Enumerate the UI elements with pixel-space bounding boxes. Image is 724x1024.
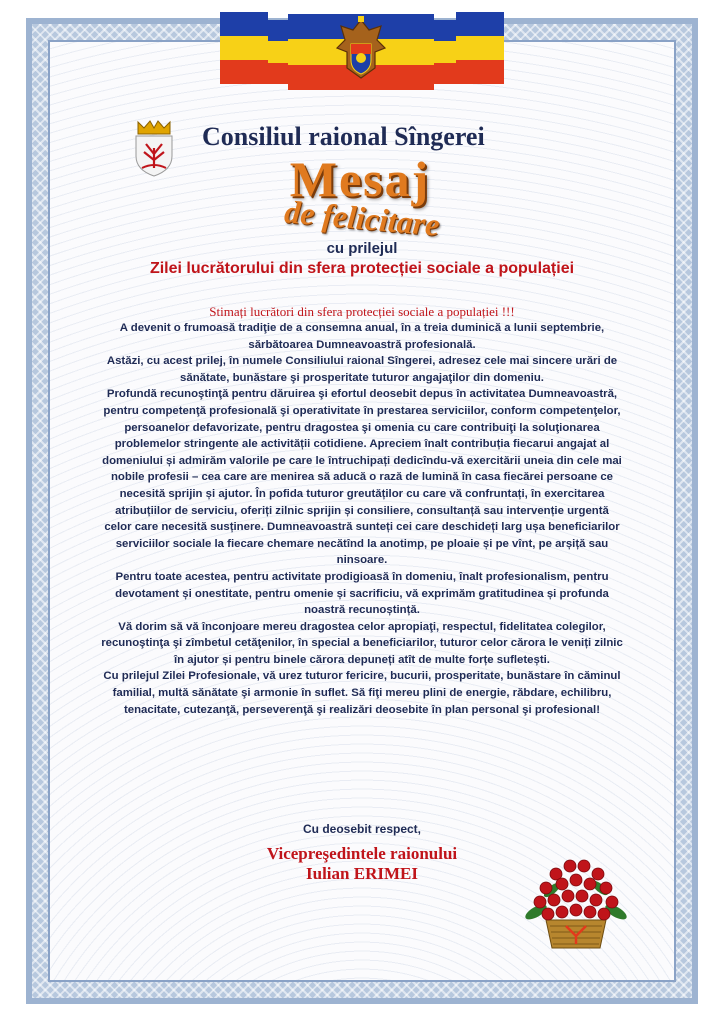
council-name: Consiliul raional Sîngerei [202,122,485,151]
paragraph-2: Astăzi, cu acest prilej, în numele Consiliului raional Sîngerei, adresez cele mai sincere urări de sănătate, bunăstare şi prosperitate tuturor angajaţilor din domeniu. [106,355,618,384]
flag-left-outer [220,12,268,84]
title-de-felicitare: de felicitare [283,193,442,243]
paragraph-5: Vă dorim să vă înconjoare mereu dragostea celor apropiaţi, respectul, fidelitatea colegilor, recunoştinţa şi zîmbetul cetăţenilor, în special a beneficiarilor, tuturor celor cărora le veniți zilnic în ajutor și pentru binele cărora depuneți atît de multe forțe sufletești. [101,620,623,666]
flag-right-inner [434,20,456,84]
moldova-coat-of-arms-icon [331,14,391,84]
flag-left-inner [268,20,290,84]
subtitle-prilejul: cu prilejul [326,240,398,257]
salutation: Stimați lucrători din sfera protecției sociale a populației !!! [209,304,515,319]
paragraph-6: Cu prilejul Zilei Profesionale, vă urez tuturor fericire, bucurii, prosperitate, bunăstare în căminul familial, multă sănătate şi armonie în suflet. Să fiţi mereu plini de energie, răbdare, echilibru, tenacitate, cutezanţă, perseverenţă şi realizări deosebite în plan personal şi profesional! [103,670,621,716]
signature-name: Iulian ERIMEI [306,864,418,883]
paragraph-4: Pentru toate acestea, pentru activitate prodigioasă în domeniu, înalt profesionalism, pentru devotament și onestitate, pentru omenie și sacrificiu, vă exprimăm gratitudinea și profunda noastră recunoștință. [115,570,609,617]
closing-line: Cu deosebit respect, [302,822,422,836]
flag-right-outer [456,12,504,84]
message-body [100,320,624,718]
district-emblem-icon [132,118,176,178]
paragraph-1: A devenit o frumoasă tradiţie de a consemna anual, în a treia duminică a lunii septembrie, sărbătoarea Dumneavoastră profesională. [119,322,605,351]
occasion-title: Zilei lucrătorului din sfera protecției sociale a populației [149,260,575,277]
rose-basket-icon [516,852,636,952]
paragraph-3: Profundă recunoştinţă pentru dăruirea şi efortul deosebit depus în activitatea Dumneavoastră, pentru competenţă profesională şi operativitate în prestarea serviciilor, conform competenţelor, persoanelor defavorizate, pentru dragostea şi omenia cu care contribuiţi la soluţionarea problemelor stringente ale activității cotidiene. Apreciem înalt contribuția fiecarui angajat al domeniului și admirăm valorile pe care le întruchipați dedicîndu-vă exercitării uneia din cele mai nobile profesii – cea care are menirea să aducă o rază de lumină în casa fiecărei persoane ce necesită sprijin și ajutor. În pofida tuturor greutăților cu care vă confruntați, în exercitarea atribuțiilor de serviciu, oferiți zilnic sprijin și consiliere, consultanță sau intervenție urgentă celor care necesită susținere. Dumneavoastră sunteți cei care deschideți larg ușa beneficiarilor serviciilor sociale la fiecare chemare necătînd la anotimp, pe ploaie și pe vînt, pe arșiță sau ninsoare. [102,388,622,567]
signature-title: Vicepreşedintele raionului [266,844,458,863]
title-mesaj: Mesaj [289,151,431,207]
